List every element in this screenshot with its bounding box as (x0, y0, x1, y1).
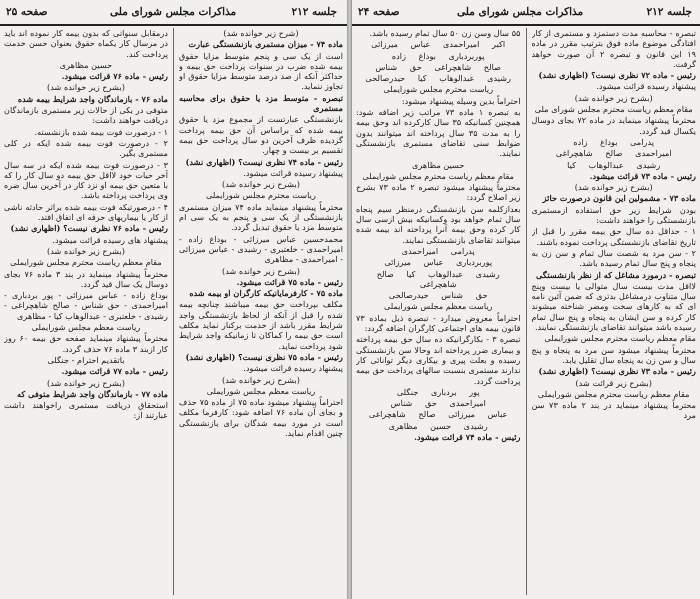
centered-line: (بشرح زیر خوانده شد) (574, 182, 653, 193)
signatories-line: رشیدی عبدالوهاب کیا حیدرصالحی (365, 73, 512, 84)
centered-line: (بشرح زیر خوانده شد) (47, 245, 125, 256)
signatories-line: عباس میرزائی صالح شاهچراغی (369, 409, 508, 420)
centered-line: ریاست معظم مجلس شورایملی (31, 322, 141, 333)
speaker-line: رئیس - ماده ۷۴ نظری نیست؟ (اظهاری نشد) (185, 156, 343, 167)
signatories-line: حق شناس حیدرصالحی (388, 290, 488, 301)
centered-line: ریاست محترم مجلس شورایملی (383, 84, 494, 95)
paragraph: ۲ - سن مرد به شصت سال تمام و سن زن به پنجاه و پنج سال تمام رسیده باشد. (531, 247, 696, 269)
speaker-line: ماده ۷۶ - بازماندگان واجد شرایط بیمه شده (17, 93, 168, 104)
paragraph: تبصره ۳ - بکارگرانیکه ده سال حق بیمه پرداخته و بیماری ضرر پرداخته اند وحالا سن بازنشستگی رسیده و بعلت پیری و بیکاری دیگر توانائی کار ندارند مستمری بنسبت سالهای پرداخت حق بیمه پرداخت گردد. (356, 334, 521, 386)
speaker-line: ماده ۷۴ - میزان مستمری بازنشستگی عبارت (188, 39, 343, 50)
paragraph: احتراماً معروض میدارد - تبصره ذیل بماده ۷۳ قانون بیمه های اجتماعی کارگران اضافه گردد: (356, 312, 521, 334)
centered-line: مقام معظم ریاست محترم مجلس شورایملی (537, 388, 690, 399)
signatories-line: رشیدی عبدالوهاب کیا (567, 159, 661, 170)
speaker-line: ماده ۷۵ - کارفرمایانیکه کارگران او بیمه شده (189, 288, 343, 299)
signatories-line: صالح شاهچراغی حق شناس (375, 61, 502, 72)
centered-line: مقام معظم ریاست محترم مجلس شورای ملی (534, 104, 693, 115)
column-right (532, 28, 697, 595)
page-header (352, 0, 700, 26)
centered-line: ریاست معظم مجلس شورایملی (383, 301, 493, 312)
paragraph: محترماً پیشنهاد مینماید صفحه حق بیمه ۶۰ روز کار ازبند ۳ ماده ۷۶ حذف گردد. (4, 333, 168, 354)
paragraph: احتراماً بدین وسیله پیشنهاد میشود: (401, 95, 521, 106)
centered-line: (بشرح زیر خوانده شد) (222, 265, 300, 276)
signatories-line: رشیدی عبدالوهاب کیا صالح شاهچراغی (376, 268, 500, 289)
paragraph: ۲ - درصورت فوت بیمه شده ایکه در کلی مستمری بگیر. (4, 137, 168, 159)
signatories-line: امیراحمدی حق شناس (390, 398, 486, 409)
paragraph: ۱ - حداقل ده سال حق بیمه مقرر را قبل از تاریخ تقاضای بازنشستگی پرداخت نموده باشند. (531, 226, 696, 247)
paragraph: استحقاق دریافت مستمری راخواهند داشت عبارتند از: (4, 400, 168, 421)
centered-line: (بشرح زیر خوانده شد) (47, 82, 125, 93)
page-header (0, 0, 347, 26)
paragraph: بعدازکلمه سن بازنشستگی درمنظر سیم پنجاه سال تمام خواهد بود وکسانیکه بیش ازسی سال کار کرده وحق بیمه آنرا پرداخته اند بیمه شده میتوانند تقاضای بازنشستگی نمایند. (356, 203, 521, 245)
paragraph: لااقل مدت بیست سال متوالی یا بیست وپنج سال متناوب درمشاغل بدتری که ضمن آئین نامه ای که به کارهای سخت ومضر شناخته میشوند کار کرده و سن ایشان به پنجاه و پنج سال تمام رسیده باشد میتوانند تقاضای بازنشستگی نمایند. (531, 280, 696, 333)
speaker-line: رئیس - ماده ۷۲ نظری نیست؟ (اظهاری نشد) (538, 70, 696, 81)
paragraph: بازنشستگی عبارتست از مجموع مزد یا حقوق بیمه شده که براساس آن حق بیمه پرداخت گردیده ظرف آخرین دو سال پرداخت حق بیمه تقسیم بر بیست و چهار. (179, 114, 343, 156)
signatories-line: پوربردباری عباس میرزائی (384, 257, 493, 268)
signatories-line: پدرامی بوداغ زاده (573, 136, 655, 147)
paragraph: تبصره - محاسبه مدت دستمزد و مستمری از کار افتادگی موضوع ماده فوق بترتیب مقرر در ماده ۱۹ این قانون و تبصره ۲ آن صورت خواهد گرفت. (531, 28, 696, 69)
centered-line: ریاست محترم مجلس شورایملی (206, 190, 316, 201)
centered-line: (بشرح زیر خوانده شد) (222, 179, 300, 190)
paragraph: ۵۵ سال وسن زن ۵۰ سال تمام رسیده باشد. (369, 28, 521, 38)
centered-line: ریاست معظم مجلس شورایملی (206, 385, 316, 396)
paragraph: محمدحسین عباس میرزائی - بوداغ زاده - امیراحمدی - خلعتبری - رشیدی - عباس میرزائی - امیراحمدی - مظاهری (179, 233, 343, 265)
column-right (179, 28, 343, 595)
paragraph: ۳ - درصورت فوت بیمه شده ایکه در سه سال آخر حیات خود لااقل حق بیمه دو سال کار را که با متعین حق بیمه او نزد کار در آخرین سال ضره وی پرداخت پرداخته باشد. (4, 159, 168, 201)
left-page (0, 0, 347, 599)
paragraph: پیشنهاد رسیده قرائت میشود. (243, 167, 343, 178)
text-columns (356, 28, 696, 595)
paragraph: محترماً پیشنهاد مینماید در ماده ۷۲ بجای دوسال یکسال قید گردد. (531, 115, 696, 136)
signatories-line: اکبر امیراحمدی عباس میرزائی (371, 39, 506, 50)
signatories-line: پدرامی امیراحمدی (401, 245, 475, 256)
speaker-line: رئیس - ماده ۷۳ نظری نیست؟ (اظهاری نشد) (538, 366, 696, 377)
paragraph: مقام معظم ریاست محترم مجلس شورایملی (544, 333, 696, 344)
journal-title: مذاکرات مجلس شورای ملی (457, 6, 584, 18)
paragraph: محترماً پیشنهاد میشود سن مرد به پنجاه و پنج سال و سن زن به پنجاه سال تقلیل یابد. (531, 344, 696, 365)
paragraph: به تبصره ۱ ماده ۷۳ مراتب زیر اضافه شود: همچنین کسانیکه ۳۵ سال کارکرده اند وحق بیمه را به مدت ۳۵ سال پرداخته اند میتوانند بدون ضوابط سنی تقاضای مستمری بازنشستگی نمایند. (356, 107, 521, 159)
page-number: صفحه ۲۴ (358, 6, 400, 18)
speaker-line: رئیس - ماده ۷۴ قرائت میشود. (414, 431, 521, 442)
paragraph: است از یک سی و پنجم متوسط مزایا حقوق بیمه شده ضرب در سنوات پرداخت حق بیمه و حداکثر آنکه از صد درصد متوسط مزایا حقوق او تجاوز ننماید. (179, 50, 343, 92)
paragraph: محترماً پیشنهاد میشود تبصره ۲ ماده ۷۳ بشرح زیر اصلاح گردد: (356, 182, 521, 203)
speaker-line: رئیس - ماده ۷۵ قرائت میشود. (236, 276, 343, 287)
speaker-line: تبصره - متوسط مزد یا حقوق برای محاسبه مستمری (179, 92, 343, 114)
column-left (356, 28, 521, 595)
paragraph: ۴ - درصورتیکه فوت بیمه شده براثر حادثه ناشی از کار یا بیماریهای حرفه ای اتفاق افتد. (4, 201, 168, 223)
centered-line: مقام معظم ریاست محترم مجلس شورایملی (10, 257, 162, 268)
centered-line: (بشرح زیر خوانده شد) (574, 92, 653, 103)
centered-line: (بشرح زیر قرائت شد) (575, 377, 652, 388)
centered-line: حسین مظاهری (59, 59, 113, 70)
speaker-line: ماده ۷۳ - مشمولین این قانون درصورت حائز (542, 193, 696, 204)
paragraph: محترماً پیشنهاد مینماید در بند ۲ ماده ۷۳ سن مرد (531, 400, 696, 421)
paragraph: ۱ - درصورت فوت بیمه شده بازنشسته. (34, 126, 168, 137)
centered-line: باتقدیم احترام - جنگلی (47, 354, 125, 365)
centered-line: (بشرح زیر خوانده شد) (47, 377, 125, 388)
paragraph: محترماً پیشنهاد مینماید در بند ۳ ماده ۷۶ بجای دوسال یک سال قید گردد. (4, 268, 168, 289)
speaker-line: رئیس - ماده ۷۳ قرائت میشود. (589, 170, 696, 181)
session-number: جلسه ۲۱۲ (646, 6, 692, 18)
centered-line: مقام معظم ریاست محترم مجلس شورایملی (362, 170, 515, 181)
centered-line: (بشرح زیر خوانده شد) (222, 374, 300, 385)
speaker-line: رئیس - ماده ۷۶ قرائت میشود. (61, 71, 168, 82)
paragraph: محترماً پیشنهاد مینماید ماده ۷۴ میزان مستمری بازنشستگی از یک سی و پنجم به یک سی ام متوسط مزد یا حقوق تبدیل گردد. (179, 201, 343, 233)
paragraph: درمقابل سنواتی که بدون بیمه کار نموده اند باید در مرسال کار یکماه حقوق بعنوان حسن خدمت پرداخت کند. (4, 28, 168, 59)
paragraph: متوفی در یکی از حالات زیر مستمری بازماندگان دریافت خواهند داشت: (4, 105, 168, 126)
speaker-line: رئیس - ماده ۷۶ نظری نیست؟ (اظهاری نشد) (10, 223, 168, 234)
column-left (4, 28, 168, 595)
speaker-line: رئیس - ماده ۷۵ نظری نیست؟ (اظهاری نشد) (185, 351, 343, 362)
paragraph: بودن شرایط زیر حق استفاده ازمستمری بازنشستگی را خواهند داشت: (531, 204, 696, 226)
column-divider (173, 28, 174, 595)
speaker-line: تبصره - درمورد مشاغل که از نظر بازنشستگی (536, 269, 696, 280)
paragraph: پیشنهاد رسیده قرائت میشود. (596, 81, 696, 92)
signatories-line: پور بردباری جنگلی (396, 386, 480, 397)
speaker-line: رئیس - ماده ۷۷ قرائت میشود. (61, 366, 168, 377)
paragraph: پیشنهاد های رسیده قرائت میشود. (52, 234, 168, 245)
signatories-line: پوربردباری بوداغ زاده (391, 50, 485, 61)
journal-title: مذاکرات مجلس شورای ملی (110, 6, 237, 18)
centered-line: (شرح زیر خوانده شد) (223, 28, 299, 38)
paragraph: پیشنهاد رسیده قرائت میشود. (243, 363, 343, 374)
session-number: جلسه ۲۱۲ (291, 6, 337, 18)
right-page (352, 0, 700, 599)
page-number: صفحه ۲۵ (6, 6, 48, 18)
text-columns (4, 28, 343, 595)
paragraph: بوداغ زاده - عباس میرزائی - پور بردباری - امیراحمدی - حق شناس - صالح شاهچراغی - رشیدی - خلعتبری - عبدالوهاب کیا - مظاهری (4, 290, 168, 321)
centered-line: حسین مظاهری (411, 159, 465, 170)
signatories-line: رشیدی حسین مظاهری (388, 420, 488, 431)
paragraph: احتراماً پیشنهاد میشود ماده ۷۵ از ماده ۷۵ حذف و بجای آن ماده ۷۶ اضافه شود: کارفرما مکلف است در مورد بیمه شدگان برای بازنشستگی چنین اقدام نماید. (179, 397, 343, 438)
paragraph: مکلف بپرداخت حق بیمه میباشند چنانچه بیمه شده را قبل از آنکه از لحاظ بازنشستگی واجد شرایط مقرر باشد از خدمت برکنار نماید مکلف است حق بیمه را کماکان تا زمانیکه واجد شرایط شود پرداخت نماید. (179, 299, 343, 351)
column-divider (526, 28, 527, 595)
speaker-line: ماده ۷۷ - بازماندگان واجد شرایط متوفی که (17, 388, 168, 399)
signatories-line: امیراحمدی صالح شاهچراغی (555, 148, 672, 159)
